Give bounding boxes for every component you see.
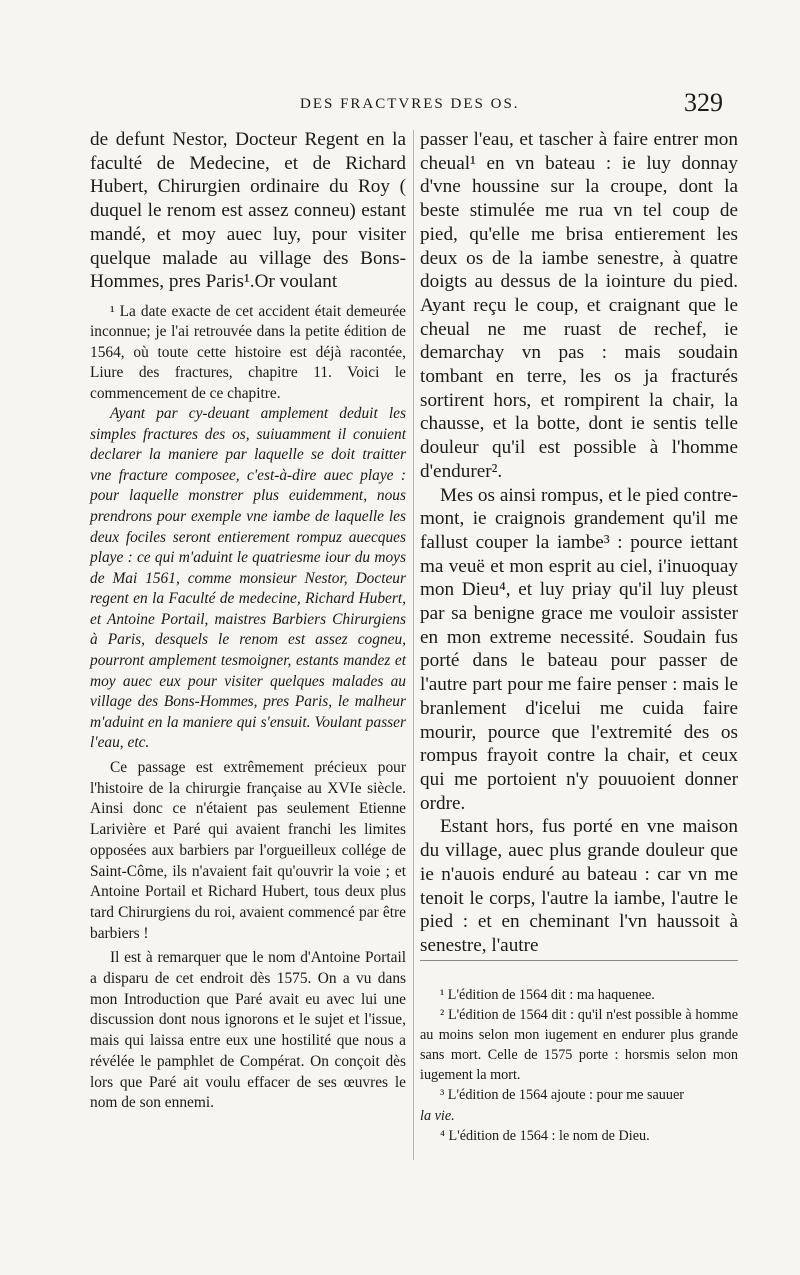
- quoted-passage: Ayant par cy-deuant amplement deduit les simples fractures des os, suiuamment il conuient declarer la maniere par laquelle se doit traitter vne fracture composee, c'est-à-dire auec playe : pour laquelle monstrer plus euidemment, nous prendrons pour exemple vne iambe de laquelle les deux fociles seront entierement rompuz auecques playe : ce qui m'aduint le quatriesme iour du moys de Mai 1561, comme monsieur Nestor, Docteur regent en la Faculté de medecine, Richard Hubert, et Antoine Portail, maistres Barbiers Chirurgiens à Paris, desquels le renom est assez cogneu, pourront amplement tesmoigner, estants mandez et moy auec eux pour visiter quelques malades au village des Bons-Hommes, pres Paris, le malheur m'aduint en la maniere qui s'ensuit. Voulant passer l'eau, etc.: [90, 404, 406, 752]
- editor-comment-2: Il est à remarquer que le nom d'Antoine Portail a disparu de cet endroit dès 1575. On a vu dans mon Introduction que Paré avait eu avec lui une discussion dont nous ignorons et le sujet et l'issue, mais qui laissa entre eux une hostilité que nous a révélée le pamphlet de Compérat. On conçoit dès lors que Paré ait voulu effacer de ses œuvres le nom de son ennemi.: [90, 949, 406, 1112]
- running-head: DES FRACTVRES DES OS.: [300, 96, 520, 112]
- footnotes: [420, 985, 738, 1146]
- footnote-1: ¹ L'édition de 1564 dit : ma haquenee.: [440, 987, 655, 1003]
- main-paragraph-1: passer l'eau, et tascher à faire entrer mon cheual¹ en vn bateau : ie luy donnay d'vne houssine sur la croupe, dont la beste stimulée me rua vn tel coup de pied, qu'elle me brisa entierement les deux os de la iambe senestre, à quatre doigts au dessus de la iointure du pied. Ayant reçu le coup, et craignant que le cheual ne me ruast de rechef, ie demarchay vn pas : mais soudain tombant en terre, les os ja fracturés sortirent hors, et rompirent la chair, la chausse, et la botte, dont ie sentis telle douleur qu'il est possible à l'homme d'endurer².: [420, 129, 738, 482]
- main-paragraph-2: Mes os ainsi rompus, et le pied contre-mont, ie craignois grandement qu'il me fallust couper la iambe³ : pource iettant ma veuë et mon esprit au ciel, i'inuoquay mon Dieu⁴, et luy priay qu'il luy pleust par sa benigne grace me vouloir assister en mon extreme necessité. Soudain fus porté dans le bateau pour passer de l'autre part pour me faire penser : mais le branlement d'icelui me cuida faire mourir, pource que l'extremité des os rompus frayoit contre la chair, et ceux qui me portoient n'y pouuoient donner ordre.: [420, 484, 738, 814]
- editor-comment-1: Ce passage est extrêmement précieux pour l'histoire de la chirurgie française au XVIe siècle. Ainsi donc ce n'étaient pas seulement Etienne Larivière et Paré qui avaient franchi les limites opposées aux barbiers par l'orgueilleux collége de Saint-Côme, ils n'avaient fait qu'ouvrir la voie ; et Antoine Portail et Richard Hubert, tous deux plus tard Chirurgiens du roi, avaient commencé par être barbiers !: [90, 759, 406, 942]
- editor-note: ¹ La date exacte de cet accident était demeurée inconnue; je l'ai retrouvée dans la petite édition de 1564, où toute cette histoire est déjà racontée, Liure des fractures, chapitre 11. Voici le commencement de ce chapitre.: [90, 302, 406, 402]
- main-text-continuation: de defunt Nestor, Docteur Regent en la faculté de Medecine, et de Richard Hubert, Chirurgien ordinaire du Roy ( duquel le renom est assez conneu) estant mandé, et moy auec luy, pour visiter quelque malade au village des Bons-Hommes, pres Paris¹.Or voulant: [90, 129, 406, 293]
- page-number: 329: [684, 88, 723, 117]
- footnote-3-continuation: la vie.: [420, 1107, 455, 1124]
- footnote-3: ³ L'édition de 1564 ajoute : pour me sauuer: [440, 1087, 684, 1104]
- footnote-2: ² L'édition de 1564 dit : qu'il n'est possible à homme au moins selon mon iugement en endurer plus grande sans mort. Celle de 1575 porte : horsmis selon mon iugement la mort.: [420, 1007, 738, 1084]
- left-column: [90, 128, 406, 1114]
- footnote-divider: [420, 960, 738, 961]
- main-paragraph-3: Estant hors, fus porté en vne maison du village, auec plus grande douleur que ie n'auois enduré au bateau : car vn me tenoit le corps, l'autre la iambe, l'autre le pied : et en cheminant l'vn haussoit à senestre, l'autre: [420, 816, 738, 956]
- footnote-4: ⁴ L'édition de 1564 : le nom de Dieu.: [440, 1127, 650, 1144]
- right-column: [420, 128, 738, 958]
- column-divider: [413, 130, 414, 1160]
